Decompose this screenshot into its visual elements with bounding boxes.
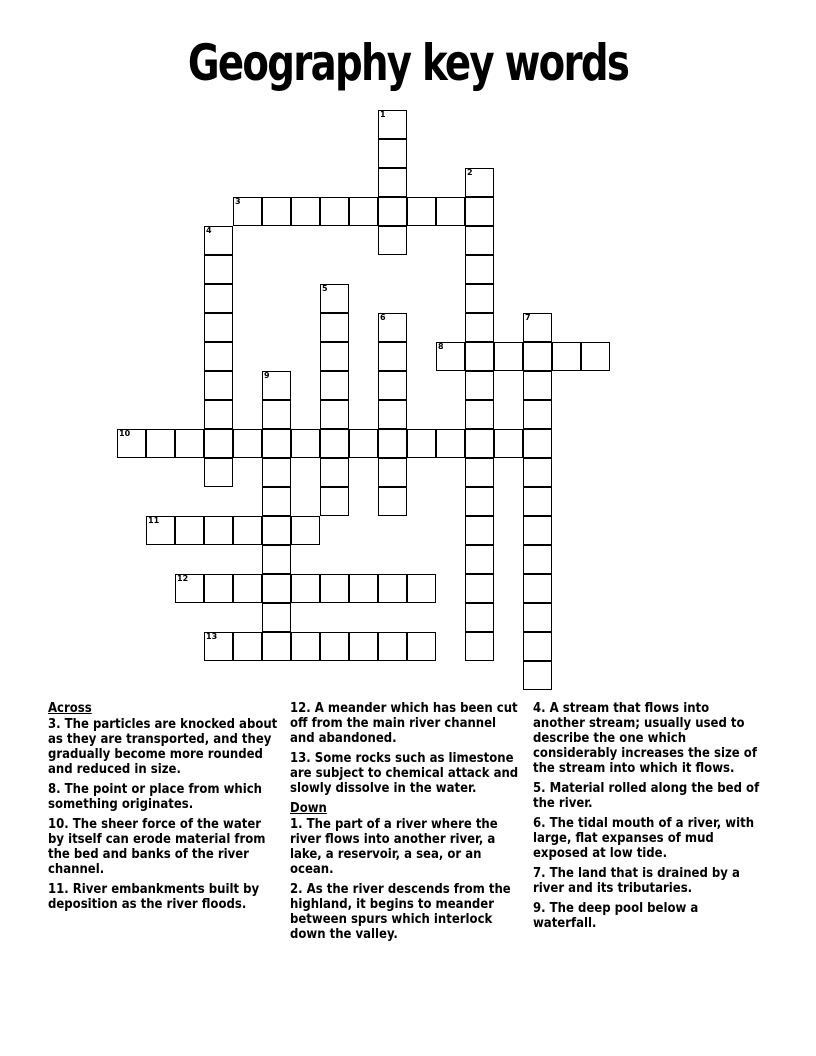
grid-cell[interactable]	[378, 371, 407, 400]
grid-cell[interactable]	[320, 400, 349, 429]
grid-cell[interactable]	[204, 255, 233, 284]
grid-cell[interactable]	[233, 574, 262, 603]
grid-cell[interactable]	[465, 574, 494, 603]
clue-text: The sheer force of the water by itself can erode material from the bed and banks of the river channel.	[48, 817, 266, 877]
grid-cell[interactable]	[204, 371, 233, 400]
grid-cell[interactable]	[291, 632, 320, 661]
grid-cell[interactable]	[465, 545, 494, 574]
clue-number: 11	[148, 516, 160, 525]
grid-cell[interactable]	[523, 574, 552, 603]
grid-cell[interactable]	[262, 574, 291, 603]
grid-cell[interactable]	[204, 226, 233, 255]
grid-cell[interactable]	[262, 400, 291, 429]
grid-cell[interactable]	[407, 429, 436, 458]
grid-cell[interactable]	[465, 197, 494, 226]
clue-text: River embankments built by deposition as the river floods.	[48, 882, 260, 912]
down-heading: Down	[290, 801, 327, 816]
clue-item	[48, 782, 280, 812]
clue-item	[533, 866, 761, 896]
grid-cell[interactable]	[465, 603, 494, 632]
clue-text: Material rolled along the bed of the river.	[533, 781, 760, 811]
clue-item	[533, 701, 761, 776]
grid-cell[interactable]	[465, 458, 494, 487]
grid-cell[interactable]	[204, 284, 233, 313]
clue-number: 9.	[533, 901, 546, 916]
grid-cell[interactable]	[407, 632, 436, 661]
grid-cell[interactable]	[465, 168, 494, 197]
grid-cell[interactable]	[204, 574, 233, 603]
grid-cell[interactable]	[117, 429, 146, 458]
grid-cell[interactable]	[291, 574, 320, 603]
clue-item	[290, 817, 524, 877]
grid-cell[interactable]	[523, 342, 552, 371]
grid-cell[interactable]	[523, 487, 552, 516]
grid-cell[interactable]	[465, 371, 494, 400]
grid-cell[interactable]	[262, 516, 291, 545]
grid-cell[interactable]	[552, 342, 581, 371]
grid-cell[interactable]	[378, 574, 407, 603]
grid-cell[interactable]	[146, 429, 175, 458]
grid-cell[interactable]	[523, 603, 552, 632]
grid-cell[interactable]	[523, 516, 552, 545]
grid-cell[interactable]	[523, 458, 552, 487]
clue-text: A stream that flows into another stream; usually used to describe the one which considerably increases the size of the stream into which it flows.	[533, 701, 757, 776]
grid-cell[interactable]	[378, 632, 407, 661]
clue-text: Some rocks such as limestone are subject to chemical attack and slowly dissolve in the water.	[290, 751, 519, 796]
grid-cell[interactable]	[320, 342, 349, 371]
grid-cell[interactable]	[146, 516, 175, 545]
clues-column-2	[290, 701, 524, 947]
grid-cell[interactable]	[523, 313, 552, 342]
grid-cell[interactable]	[349, 429, 378, 458]
grid-cell[interactable]	[204, 429, 233, 458]
grid-cell[interactable]	[204, 458, 233, 487]
grid-cell[interactable]	[378, 197, 407, 226]
clue-number: 3.	[48, 717, 61, 732]
clue-item	[290, 751, 524, 796]
clue-number: 4	[206, 226, 212, 235]
grid-cell[interactable]	[465, 226, 494, 255]
grid-cell[interactable]	[436, 429, 465, 458]
grid-cell[interactable]	[320, 487, 349, 516]
clue-text: The land that is drained by a river and its tributaries.	[533, 866, 740, 896]
grid-cell[interactable]	[204, 632, 233, 661]
grid-cell[interactable]	[320, 371, 349, 400]
clue-item	[290, 882, 524, 942]
grid-cell[interactable]	[262, 371, 291, 400]
clue-item	[48, 882, 280, 912]
clues-column-3	[533, 701, 761, 936]
clue-number: 1	[380, 110, 386, 119]
clue-number: 10	[119, 429, 131, 438]
clues-column-1	[48, 701, 280, 917]
grid-cell[interactable]	[204, 342, 233, 371]
grid-cell[interactable]	[320, 197, 349, 226]
clue-number: 6.	[533, 816, 546, 831]
clue-number: 9	[264, 371, 270, 380]
clue-number: 12	[177, 574, 189, 583]
grid-cell[interactable]	[262, 487, 291, 516]
grid-cell[interactable]	[523, 661, 552, 690]
grid-cell[interactable]	[378, 458, 407, 487]
clue-text: As the river descends from the highland, it begins to meander between spurs which interlock down the valley.	[290, 882, 511, 942]
grid-cell[interactable]	[262, 429, 291, 458]
clue-number: 7.	[533, 866, 546, 881]
grid-cell[interactable]	[465, 632, 494, 661]
grid-cell[interactable]	[291, 516, 320, 545]
clue-number: 3	[235, 197, 241, 206]
grid-cell[interactable]	[262, 458, 291, 487]
clue-number: 8.	[48, 782, 61, 797]
grid-cell[interactable]	[349, 632, 378, 661]
grid-cell[interactable]	[291, 429, 320, 458]
clue-item	[533, 901, 761, 931]
grid-cell[interactable]	[320, 574, 349, 603]
clue-item	[48, 817, 280, 877]
clue-number: 12.	[290, 701, 311, 716]
grid-cell[interactable]	[378, 342, 407, 371]
clue-number: 4.	[533, 701, 546, 716]
grid-cell[interactable]	[233, 429, 262, 458]
clue-item	[533, 781, 761, 811]
grid-cell[interactable]	[378, 226, 407, 255]
grid-cell[interactable]	[320, 632, 349, 661]
grid-cell[interactable]	[262, 603, 291, 632]
grid-cell[interactable]	[465, 255, 494, 284]
grid-cell[interactable]	[204, 516, 233, 545]
grid-cell[interactable]	[233, 516, 262, 545]
clue-number: 11.	[48, 882, 69, 897]
grid-cell[interactable]	[436, 342, 465, 371]
grid-cell[interactable]	[175, 429, 204, 458]
grid-cell[interactable]	[523, 400, 552, 429]
grid-cell[interactable]	[378, 168, 407, 197]
grid-cell[interactable]	[320, 284, 349, 313]
grid-cell[interactable]	[262, 632, 291, 661]
grid-cell[interactable]	[494, 429, 523, 458]
grid-cell[interactable]	[204, 313, 233, 342]
grid-cell[interactable]	[465, 342, 494, 371]
clue-text: A meander which has been cut off from the main river channel and abandoned.	[290, 701, 518, 746]
grid-cell[interactable]	[407, 197, 436, 226]
clue-number: 5	[322, 284, 328, 293]
clue-number: 5.	[533, 781, 546, 796]
grid-cell[interactable]	[233, 197, 262, 226]
clue-number: 2.	[290, 882, 303, 897]
grid-cell[interactable]	[523, 371, 552, 400]
clue-text: The particles are knocked about as they are transported, and they gradually become more rounded and reduced in size.	[48, 717, 278, 777]
grid-cell[interactable]	[204, 400, 233, 429]
clue-text: The tidal mouth of a river, with large, flat expanses of mud exposed at low tide.	[533, 816, 755, 861]
clue-number: 13.	[290, 751, 311, 766]
grid-cell[interactable]	[175, 516, 204, 545]
clue-number: 2	[467, 168, 473, 177]
clue-item	[290, 701, 524, 746]
clue-number: 10.	[48, 817, 69, 832]
grid-cell[interactable]	[465, 400, 494, 429]
grid-cell[interactable]	[320, 458, 349, 487]
grid-cell[interactable]	[378, 487, 407, 516]
grid-cell[interactable]	[465, 487, 494, 516]
grid-cell[interactable]	[262, 545, 291, 574]
grid-cell[interactable]	[465, 516, 494, 545]
grid-cell[interactable]	[291, 197, 320, 226]
grid-cell[interactable]	[378, 313, 407, 342]
grid-cell[interactable]	[233, 632, 262, 661]
grid-cell[interactable]	[581, 342, 610, 371]
grid-cell[interactable]	[465, 429, 494, 458]
grid-cell[interactable]	[378, 139, 407, 168]
grid-cell[interactable]	[523, 632, 552, 661]
grid-cell[interactable]	[465, 284, 494, 313]
grid-cell[interactable]	[436, 197, 465, 226]
grid-cell[interactable]	[175, 574, 204, 603]
grid-cell[interactable]	[407, 574, 436, 603]
clue-text: The point or place from which something originates.	[48, 782, 263, 812]
clue-text: The deep pool below a waterfall.	[533, 901, 699, 931]
grid-cell[interactable]	[378, 429, 407, 458]
grid-cell[interactable]	[378, 400, 407, 429]
across-heading: Across	[48, 701, 92, 716]
grid-cell[interactable]	[378, 110, 407, 139]
page-title: Geography key words	[187, 34, 629, 92]
grid-cell[interactable]	[465, 313, 494, 342]
grid-cell[interactable]	[349, 574, 378, 603]
clue-item	[533, 816, 761, 861]
grid-cell[interactable]	[320, 429, 349, 458]
clue-number: 7	[525, 313, 531, 322]
clue-item	[48, 717, 280, 777]
clue-number: 6	[380, 313, 386, 322]
clue-number: 8	[438, 342, 444, 351]
clue-number: 1.	[290, 817, 303, 832]
grid-cell[interactable]	[320, 313, 349, 342]
clue-number: 13	[206, 632, 218, 641]
grid-cell[interactable]	[494, 342, 523, 371]
grid-cell[interactable]	[523, 545, 552, 574]
clue-text: The part of a river where the river flows into another river, a lake, a reservoir, a sea, or an ocean.	[290, 817, 498, 877]
grid-cell[interactable]	[349, 197, 378, 226]
grid-cell[interactable]	[262, 197, 291, 226]
grid-cell[interactable]	[523, 429, 552, 458]
